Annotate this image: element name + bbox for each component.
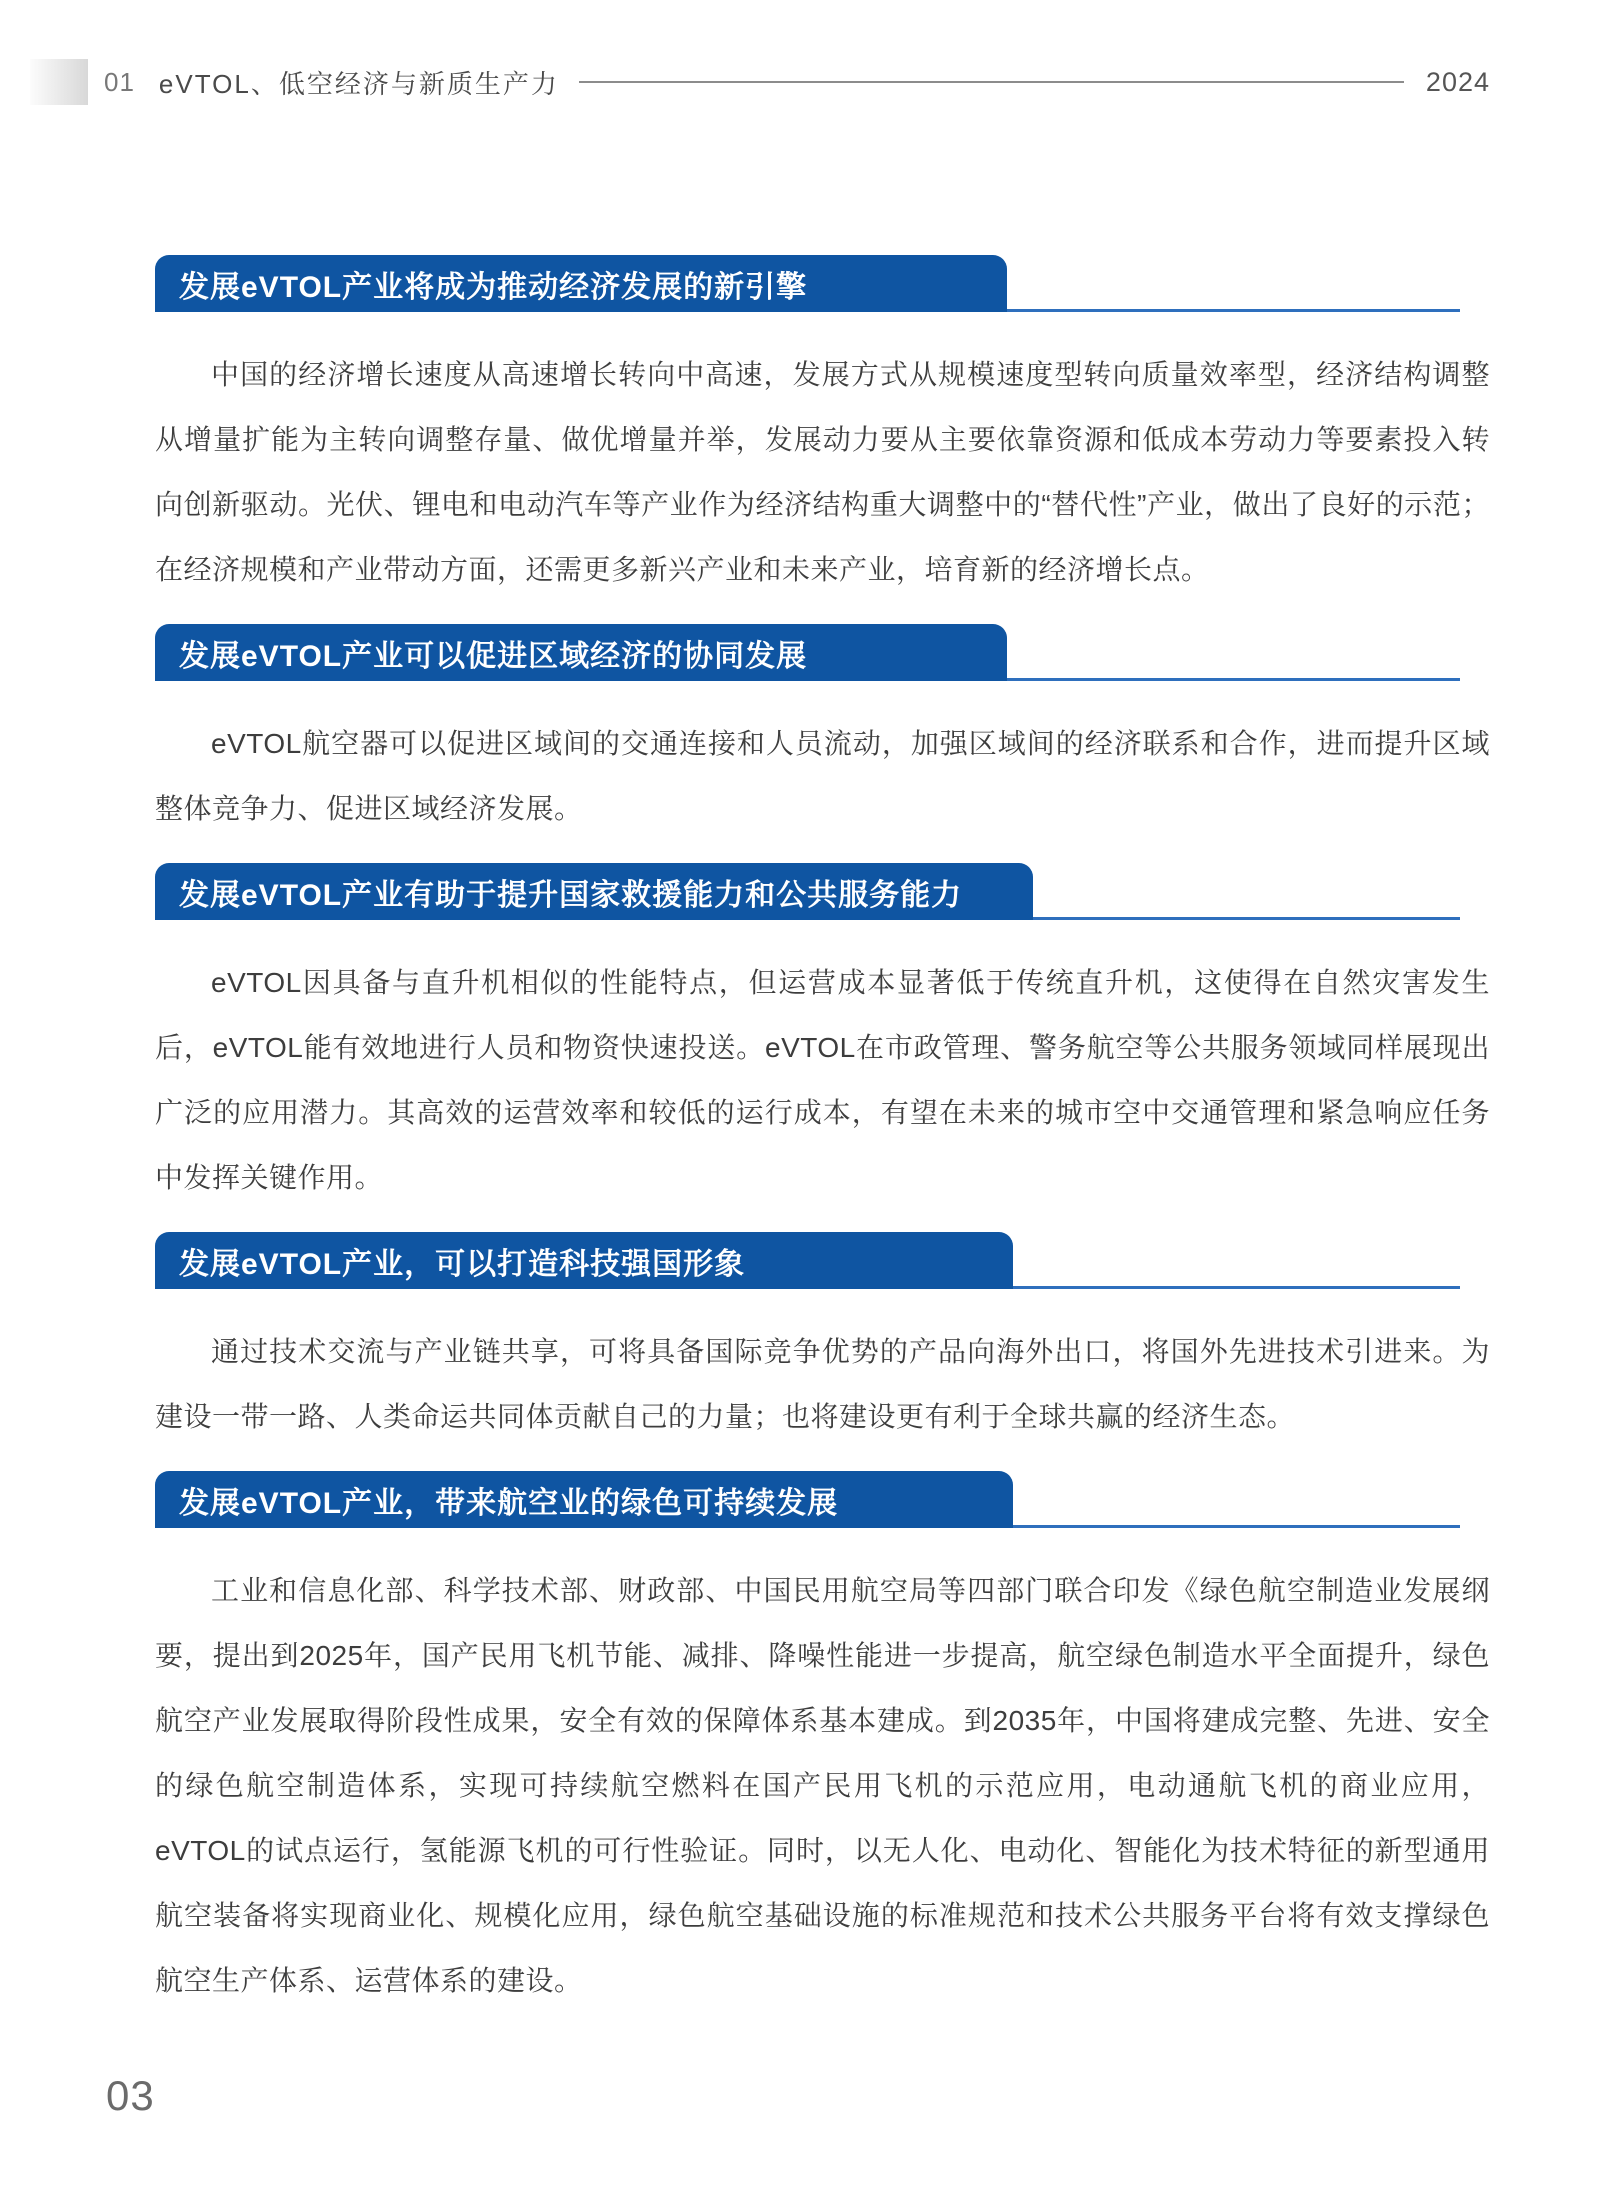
section-heading: 发展eVTOL产业将成为推动经济发展的新引擎 <box>179 270 808 304</box>
section-paragraph: eVTOL航空器可以促进区域间的交通连接和人员流动，加强区域间的经济联系和合作，进而提升区域整体竞争力、促进区域经济发展。 <box>155 728 1490 824</box>
section-green-aviation <box>155 1471 1490 2013</box>
section-new-engine <box>155 255 1490 602</box>
section-heading-row <box>155 1471 1490 1528</box>
page-body <box>155 255 1490 2035</box>
section-heading: 发展eVTOL产业，带来航空业的绿色可持续发展 <box>179 1486 839 1520</box>
chapter-gradient-badge <box>30 59 88 105</box>
section-heading-banner <box>155 624 1007 681</box>
section-paragraph: 工业和信息化部、科学技术部、财政部、中国民用航空局等四部门联合印发《绿色航空制造业发展纲要，提出到2025年，国产民用飞机节能、减排、降噪性能进一步提高，航空绿色制造水平全面提升，绿色航空产业发展取得阶段性成果，安全有效的保障体系基本建成。到2035年，中国将建成完整、先进、安全的绿色航空制造体系，实现可持续航空燃料在国产民用飞机的示范应用，电动通航飞机的商业应用，eVTOL的试点运行，氢能源飞机的可行性验证。同时，以无人化、电动化、智能化为技术特征的新型通用航空装备将实现商业化、规模化应用，绿色航空基础设施的标准规范和技术公共服务平台将有效支撑绿色航空生产体系、运营体系的建设。 <box>155 1575 1490 1996</box>
section-paragraph: eVTOL因具备与直升机相似的性能特点，但运营成本显著低于传统直升机，这使得在自然灾害发生后，eVTOL能有效地进行人员和物资快速投送。eVTOL在市政管理、警务航空等公共服务领域同样展现出广泛的应用潜力。其高效的运营效率和较低的运行成本，有望在未来的城市空中交通管理和紧急响应任务中发挥关键作用。 <box>155 967 1490 1193</box>
header-year: 2024 <box>1425 66 1490 97</box>
section-rescue-public-service <box>155 863 1490 1210</box>
section-regional-economy <box>155 624 1490 841</box>
section-heading-banner <box>155 863 1033 920</box>
section-heading-banner <box>155 255 1007 312</box>
section-heading: 发展eVTOL产业，可以打造科技强国形象 <box>179 1247 746 1281</box>
section-paragraph: 中国的经济增长速度从高速增长转向中高速，发展方式从规模速度型转向质量效率型，经济结构调整从增量扩能为主转向调整存量、做优增量并举，发展动力要从主要依靠资源和低成本劳动力等要素投入转向创新驱动。光伏、锂电和电动汽车等产业作为经济结构重大调整中的“替代性”产业，做出了良好的示范；在经济规模和产业带动方面，还需更多新兴产业和未来产业，培育新的经济增长点。 <box>155 359 1490 585</box>
chapter-number: 01 <box>104 66 135 97</box>
section-heading-row <box>155 624 1490 681</box>
section-heading: 发展eVTOL产业可以促进区域经济的协同发展 <box>179 639 808 673</box>
section-heading-banner <box>155 1471 1013 1528</box>
section-heading-row <box>155 1232 1490 1289</box>
section-heading: 发展eVTOL产业有助于提升国家救援能力和公共服务能力 <box>179 878 963 912</box>
header-rule <box>579 81 1404 83</box>
page-header <box>0 58 1490 106</box>
section-heading-banner <box>155 1232 1013 1289</box>
page-number: 03 <box>106 2072 155 2119</box>
section-heading-row <box>155 863 1490 920</box>
section-tech-power-image <box>155 1232 1490 1449</box>
chapter-title: eVTOL、低空经济与新质生产力 <box>158 68 559 99</box>
section-paragraph: 通过技术交流与产业链共享，可将具备国际竞争优势的产品向海外出口，将国外先进技术引进来。为建设一带一路、人类命运共同体贡献自己的力量；也将建设更有利于全球共赢的经济生态。 <box>155 1336 1490 1432</box>
section-heading-row <box>155 255 1490 312</box>
